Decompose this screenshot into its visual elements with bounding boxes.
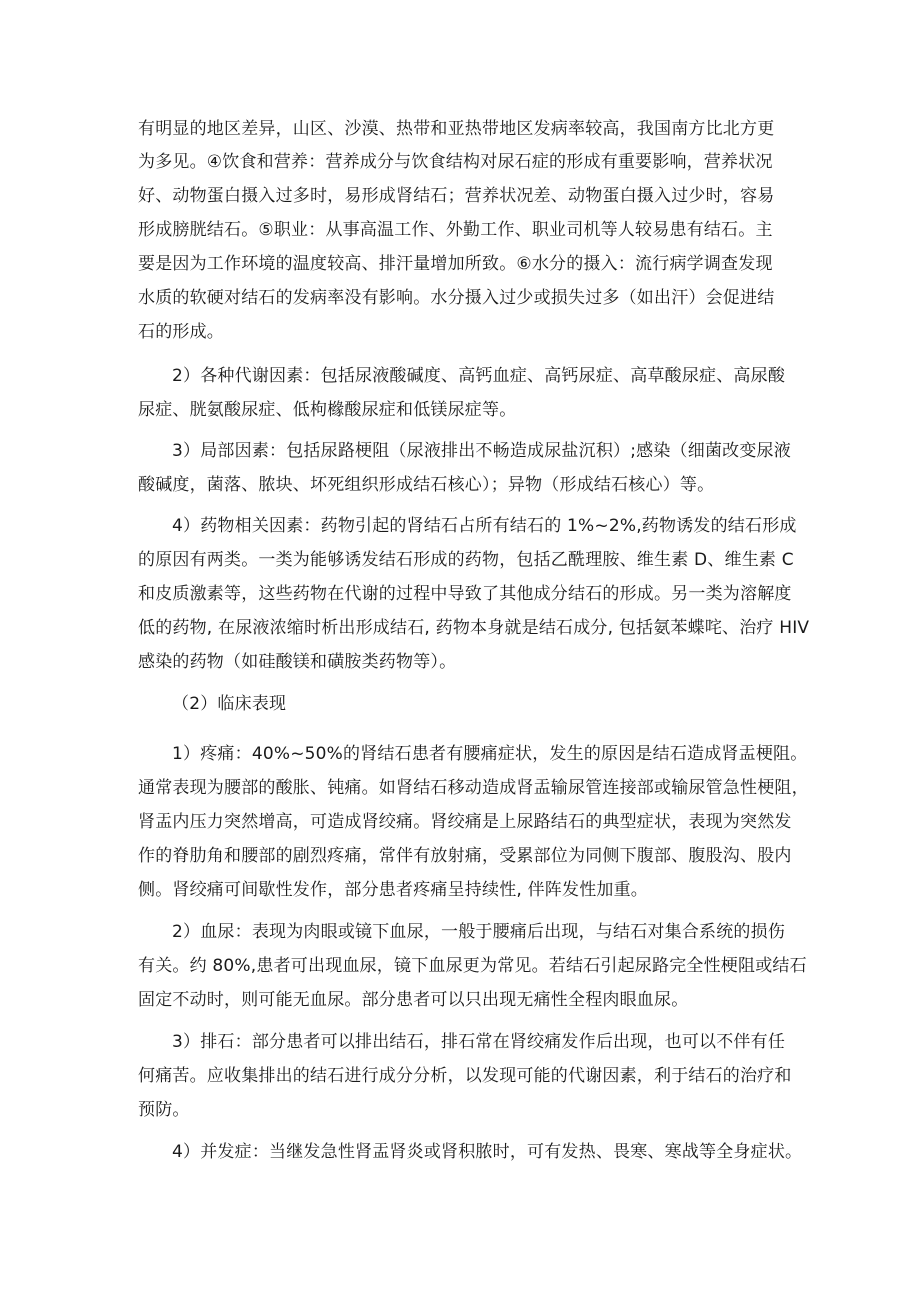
text-line: 固定不动时，则可能无血尿。部分患者可以只出现无痛性全程肉眼血尿。: [138, 990, 689, 1010]
text-line: 肾盂内压力突然增高，可造成肾绞痛。肾绞痛是上尿路结石的典型症状，表现为突然发: [138, 812, 792, 832]
text-line: 为多见。④饮食和营养：营养成分与饮食结构对尿石症的形成有重要影响，营养状况: [138, 152, 773, 172]
text-line: 2）血尿：表现为肉眼或镜下血尿，一般于腰痛后出现，与结石对集合系统的损伤: [172, 922, 786, 942]
text-line: 形成膀胱结石。⑤职业：从事高温工作、外勤工作、职业司机等人较易患有结石。主: [138, 220, 773, 240]
text-line: 尿症、胱氨酸尿症、低枸橼酸尿症和低镁尿症等。: [138, 400, 517, 420]
text-line: 有明显的地区差异，山区、沙漠、热带和亚热带地区发病率较高，我国南方比北方更: [138, 119, 775, 139]
text-line: 石的形成。: [138, 322, 224, 342]
text-line: 2）各种代谢因素：包括尿液酸碱度、高钙血症、高钙尿症、高草酸尿症、高尿酸: [172, 366, 786, 386]
text-line: 1）疼痛：40%~50%的肾结石患者有腰痛症状，发生的原因是结石造成肾盂梗阻。: [172, 744, 808, 764]
text-line: 的原因有两类。一类为能够诱发结石形成的药物，包括乙酰理胺、维生素 D、维生素 C: [138, 550, 794, 570]
text-line: 通常表现为腰部的酸胀、钝痛。如肾结石移动造成肾盂输尿管连接部或输尿管急性梗阻，: [138, 778, 809, 798]
text-line: 和皮质激素等，这些药物在代谢的过程中导致了其他成分结石的形成。另一类为溶解度: [138, 584, 792, 604]
text-line: 好、动物蛋白摄入过多时，易形成肾结石；营养状况差、动物蛋白摄入过少时，容易: [138, 186, 775, 206]
text-line: 3）局部因素：包括尿路梗阻（尿液排出不畅造成尿盐沉积）;感染（细菌改变尿液: [172, 441, 791, 461]
text-line: 低的药物, 在尿液浓缩时析出形成结石, 药物本身就是结石成分, 包括氨苯蝶咤、治疗 HIV: [138, 618, 810, 638]
text-line: 水质的软硬对结石的发病率没有影响。水分摄入过少或损失过多（如出汗）会促进结: [138, 288, 775, 308]
text-line: 酸碱度，菌落、脓块、坏死组织形成结石核心）；异物（形成结石核心）等。: [138, 475, 715, 495]
section-heading: （2）临床表现: [172, 694, 287, 714]
text-line: 3）排石：部分患者可以排出结石，排石常在肾绞痛发作后出现，也可以不伴有任: [172, 1032, 786, 1052]
text-line: 预防。: [138, 1100, 190, 1120]
text-line: 感染的药物（如硅酸镁和磺胺类药物等）。: [138, 652, 457, 672]
text-line: 侧。肾绞痛可间歇性发作，部分患者疼痛呈持续性, 伴阵发性加重。: [138, 880, 649, 900]
text-line: 要是因为工作环境的温度较高、排汗量增加所致。⑥水分的摄入：流行病学调查发现: [138, 254, 773, 274]
text-line: 有关。约 80%,患者可出现血尿，镜下血尿更为常见。若结石引起尿路完全性梗阻或结石: [138, 956, 807, 976]
text-line: 作的脊肋角和腰部的剧烈疼痛，常伴有放射痛，受累部位为同侧下腹部、腹股沟、股内: [138, 846, 792, 866]
text-line: 何痛苦。应收集排出的结石进行成分分析，以发现可能的代谢因素，利于结石的治疗和: [138, 1066, 792, 1086]
text-line: 4）并发症：当继发急性肾盂肾炎或肾积脓时，可有发热、畏寒、寒战等全身症状。: [172, 1142, 803, 1162]
text-line: 4）药物相关因素：药物引起的肾结石占所有结石的 1%~2%,药物诱发的结石形成: [172, 516, 797, 536]
